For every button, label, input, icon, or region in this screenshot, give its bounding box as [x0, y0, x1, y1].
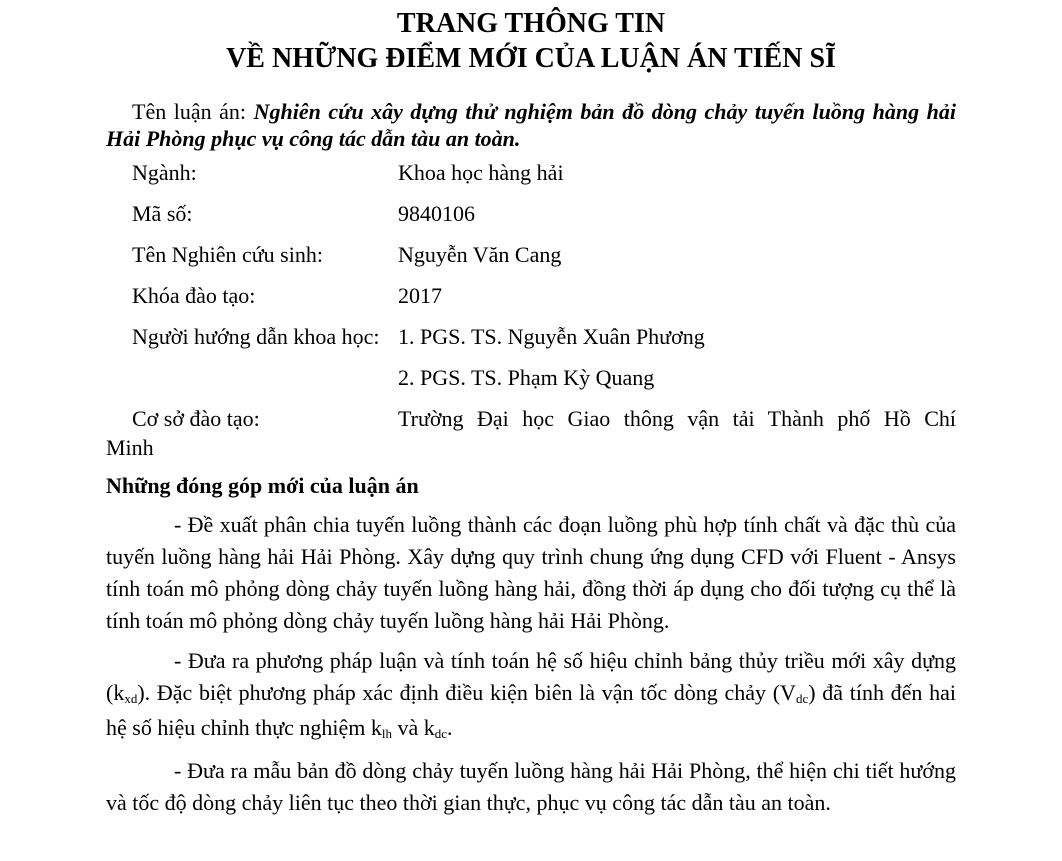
major-value: Khoa học hàng hải — [398, 160, 564, 185]
thesis-title: Nghiên cứu xây dựng thử nghiệm bản đồ dòng chảy tuyến luồng hàng hải Hải Phòng phục vụ công tác dẫn tàu an toàn. — [106, 99, 956, 151]
item2-subscript-dc: dc — [795, 691, 809, 706]
info-row-code — [106, 193, 956, 234]
advisor-1: 1. PGS. TS. Nguyễn Xuân Phương — [398, 324, 705, 349]
info-row-cohort — [106, 275, 956, 316]
document-title — [106, 6, 956, 76]
contribution-item-1: - Đề xuất phân chia tuyến luồng thành các đoạn luồng phù hợp tính chất và đặc thù của tuyến luồng hàng hải Hải Phòng. Xây dựng quy trình chung ứng dụng CFD với Fluent - Ansys tính toán mô phỏng dòng chảy tuyến luồng hàng hải, đồng thời áp dụng cho đối tượng cụ thể là tính toán mô phỏng dòng chảy tuyến luồng hàng hải Hải Phòng. — [106, 512, 956, 633]
info-row-institution — [106, 398, 956, 439]
student-value: Nguyễn Văn Cang — [398, 242, 562, 267]
info-row-advisor — [106, 316, 956, 357]
cohort-value: 2017 — [398, 283, 442, 308]
advisor-2: 2. PGS. TS. Phạm Kỳ Quang — [398, 365, 655, 390]
contributions-heading: Những đóng góp mới của luận án — [106, 473, 419, 498]
item2-text-5: . — [447, 715, 453, 740]
item2-text-3: ) đã tính đến hai hệ số hiệu chỉnh thực nghiệm k — [106, 680, 956, 740]
info-row-student — [106, 234, 956, 275]
cohort-label: Khóa đào tạo: — [132, 283, 256, 308]
item2-text-4: và k — [392, 715, 435, 740]
code-label: Mã số: — [132, 201, 193, 226]
advisor-label: Người hướng dẫn khoa học: — [132, 324, 380, 349]
info-row-major — [106, 152, 956, 193]
item2-subscript-dc-2: dc — [434, 726, 448, 741]
thesis-title-paragraph — [106, 98, 956, 152]
institution-value-continued: Minh — [106, 435, 154, 460]
item2-subscript-xd: xd — [124, 691, 138, 706]
item2-text-1: - Đưa ra phương pháp luận và tính toán hệ số hiệu chỉnh bảng thủy triều mới xây dựng (k — [106, 648, 956, 705]
institution-label: Cơ sở đào tạo: — [132, 406, 260, 431]
thesis-label: Tên luận án: — [132, 99, 254, 124]
info-table — [106, 152, 956, 461]
contribution-item-2 — [106, 645, 956, 747]
item2-subscript-lh: lh — [381, 726, 392, 741]
title-line-2: VỀ NHỮNG ĐIỂM MỚI CỦA LUẬN ÁN TIẾN SĨ — [226, 43, 836, 74]
major-label: Ngành: — [132, 160, 197, 185]
student-label: Tên Nghiên cứu sinh: — [132, 242, 323, 267]
code-value: 9840106 — [398, 201, 475, 226]
institution-value: Trường Đại học Giao thông vận tải Thành phố Hồ Chí — [398, 406, 956, 431]
info-row-advisor-2 — [106, 357, 956, 398]
contribution-item-3: - Đưa ra mẫu bản đồ dòng chảy tuyến luồng hàng hải Hải Phòng, thể hiện chi tiết hướng và tốc độ dòng chảy liên tục theo thời gian thực, phục vụ công tác dẫn tàu an toàn. — [106, 758, 956, 815]
title-line-1: TRANG THÔNG TIN — [396, 8, 666, 39]
advisor-label-spacer — [106, 357, 398, 398]
item2-text-2: ). Đặc biệt phương pháp xác định điều kiện biên là vận tốc dòng chảy (V — [137, 680, 796, 705]
